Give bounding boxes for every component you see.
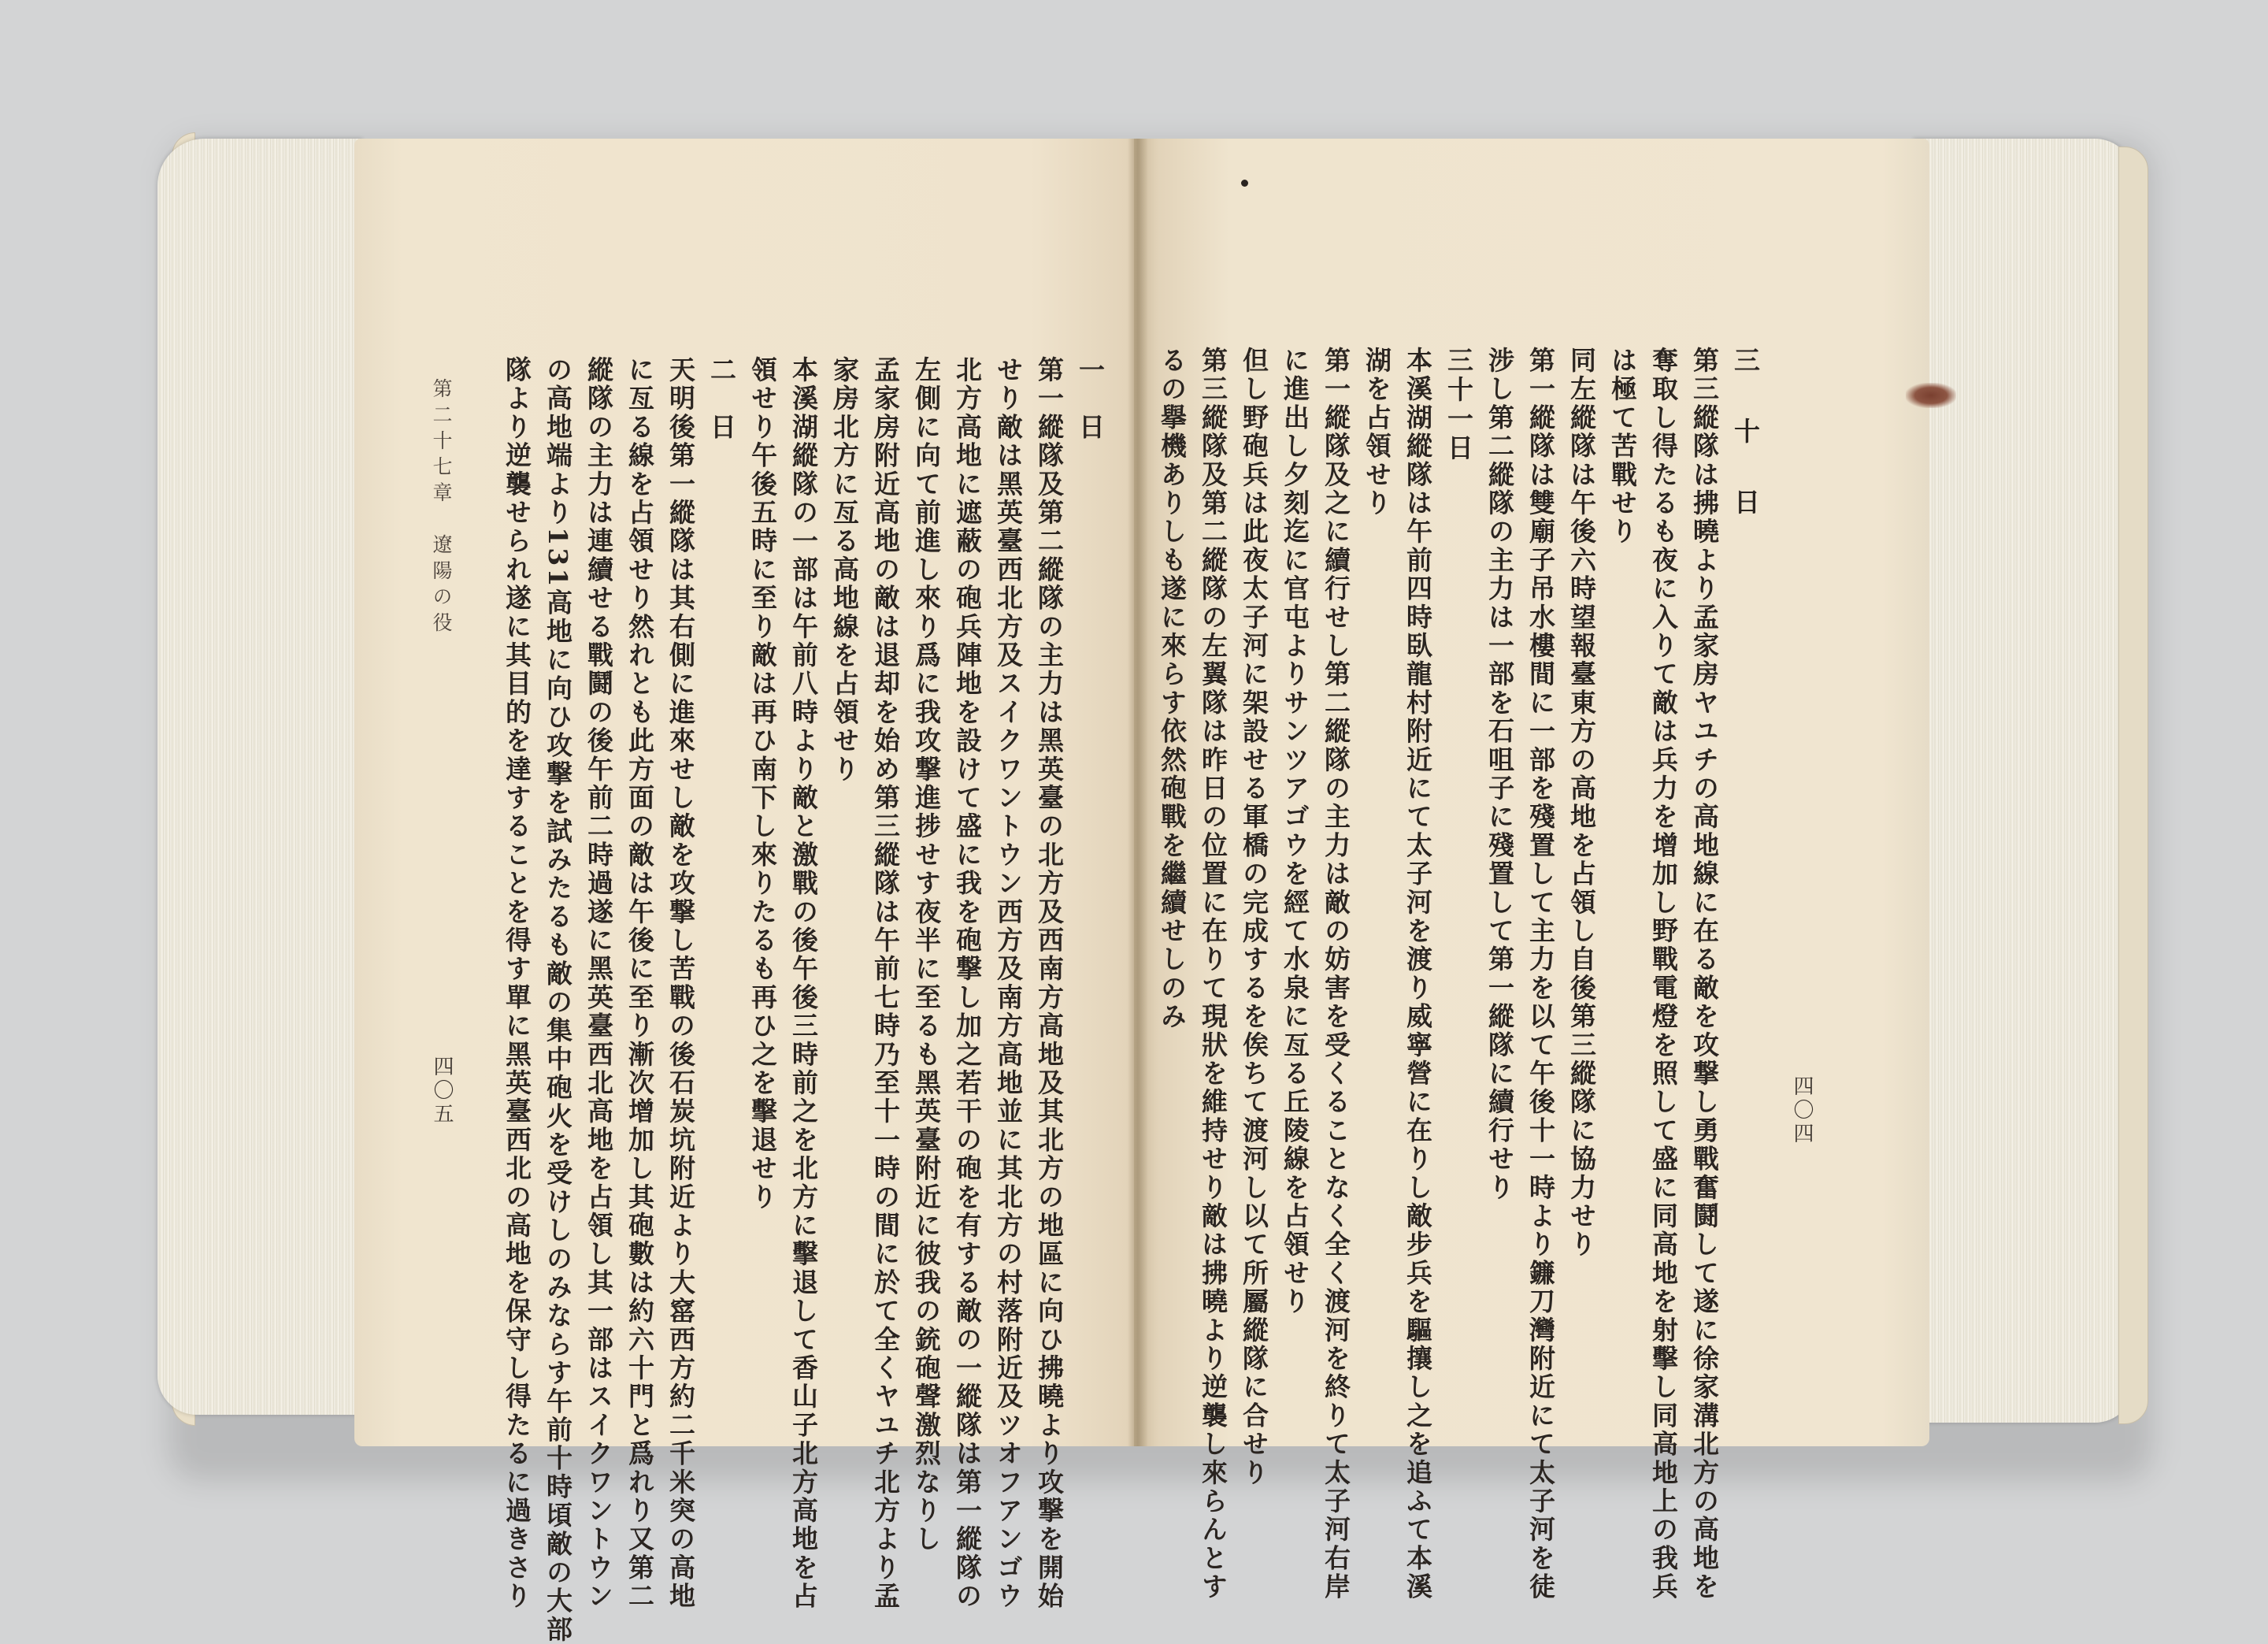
day-heading-2: 二 日 [706,356,737,442]
text-line: 本溪湖縱隊の一部は午前八時より敵と激戰の後午後三時前之を北方に擊退して香山子北方高地を占 [788,356,819,1611]
text-line: せり敵は黑英臺西北方及スイクワントウン西方及南方高地並に其北方の村落附近及ツオフアンゴウ [993,356,1024,1611]
day-heading-1: 一 日 [1075,356,1106,442]
text-line: 北方高地に遮蔽の砲兵陣地を設けて盛に我を砲撃し加之若干の砲を有する敵の一縱隊は第一縱隊の [952,356,983,1611]
page-number-left: 四〇五 [430,1056,454,1126]
text-line: るの擧機ありしも遂に來らす依然砲戰を繼續せしのみ [1157,347,1188,1031]
text-line: 隊より逆襲せられ遂に其目的を達することを得す單に黑英臺西北の高地を保守し得たるに過きさり [502,356,532,1611]
text-line: に進出し夕刻迄に官屯よりサンツアゴウを經て水泉に亙る丘陵線を占領せり [1280,347,1310,1316]
text-line: 第三縱隊及第二縱隊の左翼隊は昨日の位置に在りて現狀を維持せり敵は拂曉より逆襲し來らんとす [1198,347,1228,1601]
text-line: の高地端より131高地に向ひ攻撃を試みたるも敵の集中砲火を受けしのみならす午前十時頃敵の大部 [543,356,573,1644]
ink-stain [1906,383,1956,408]
section-heading-30: 三 十 日 [1730,347,1761,524]
text-line: 第一縱隊は雙廟子吊水樓間に一部を殘置して主力を以て午後十一時より鐮刀灣附近にて太子河を徒 [1525,347,1556,1601]
text-line: 涉し第二縱隊の主力は一部を石咀子に殘置して第一縱隊に續行せり [1484,347,1515,1202]
text-line: 縱隊の主力は連續せる戰鬪の後午前二時過遂に黑英臺西北高地を占領し其一部はスイクワントウン [584,356,614,1611]
text-line: 第一縱隊及之に續行せし第二縱隊の主力は敵の妨害を受くることなく全く渡河を終りて太子河右岸 [1321,347,1351,1601]
text-line: 湖を占領せり [1362,347,1392,518]
book-gutter [1128,139,1148,1446]
section-heading-31: 三十一日 [1443,347,1474,463]
show-through-text [1835,347,1870,373]
right-cover [2118,147,2148,1424]
text-line: 本溪湖縱隊は午前四時臥龍村附近にて太子河を渡り威寧營に在りし敵步兵を驅攘し之を追ふて本溪 [1403,347,1433,1601]
text-line: 孟家房附近高地の敵は退却を始め第三縱隊は午前七時乃至十一時の間に於て全くヤユチ北方より孟 [870,356,901,1611]
left-page-stack [158,139,362,1415]
text-line: 左側に向て前進し來り爲に我攻撃進捗せす夜半に至るも黑英臺附近に彼我の銃砲聲激烈なりし [911,356,942,1554]
text-line: 天明後第一縱隊は其右側に進來せし敵を攻撃し苦戰の後石炭坑附近より大窰西方約二千米突の高地 [665,356,696,1611]
text-line: 第一縱隊及第二縱隊の主力は黑英臺の北方及西南方高地及其北方の地區に向ひ拂曉より攻撃を開始 [1034,356,1065,1611]
ink-dot [1241,180,1248,187]
text-line: 家房北方に亙る高地線を占領せり [829,356,860,784]
page-number-right: 四〇四 [1790,1075,1814,1146]
text-line: 領せり午後五時に至り敵は再ひ南下し來りたるも再ひ之を擊退せり [747,356,778,1212]
right-page-stack [1914,139,2134,1423]
text-line: 但し野砲兵は此夜太子河に架設せる軍橋の完成するを俟ちて渡河し以て所屬縱隊に合せり [1239,347,1269,1487]
text-line: に亙る線を占領せり然れとも此方面の敵は午後に至り漸次增加し其砲數は約六十門と爲れり又第二 [624,356,655,1611]
text-line: 第三縱隊は拂曉より孟家房ヤユチの高地線に在る敵を攻撃し勇戰奮鬪して遂に徐家溝北方の高地を [1689,347,1720,1601]
text-line: 同左縱隊は午後六時望報臺東方の高地を占領し自後第三縱隊に協力せり [1566,347,1597,1260]
running-head: 第二十七章 遼陽の役 [430,378,453,638]
text-line: 奪取し得たるも夜に入りて敵は兵力を增加し野戰電燈を照して盛に同高地を射擊し同高地上の我兵 [1648,347,1679,1601]
text-line: は極て苦戰せり [1607,347,1638,547]
